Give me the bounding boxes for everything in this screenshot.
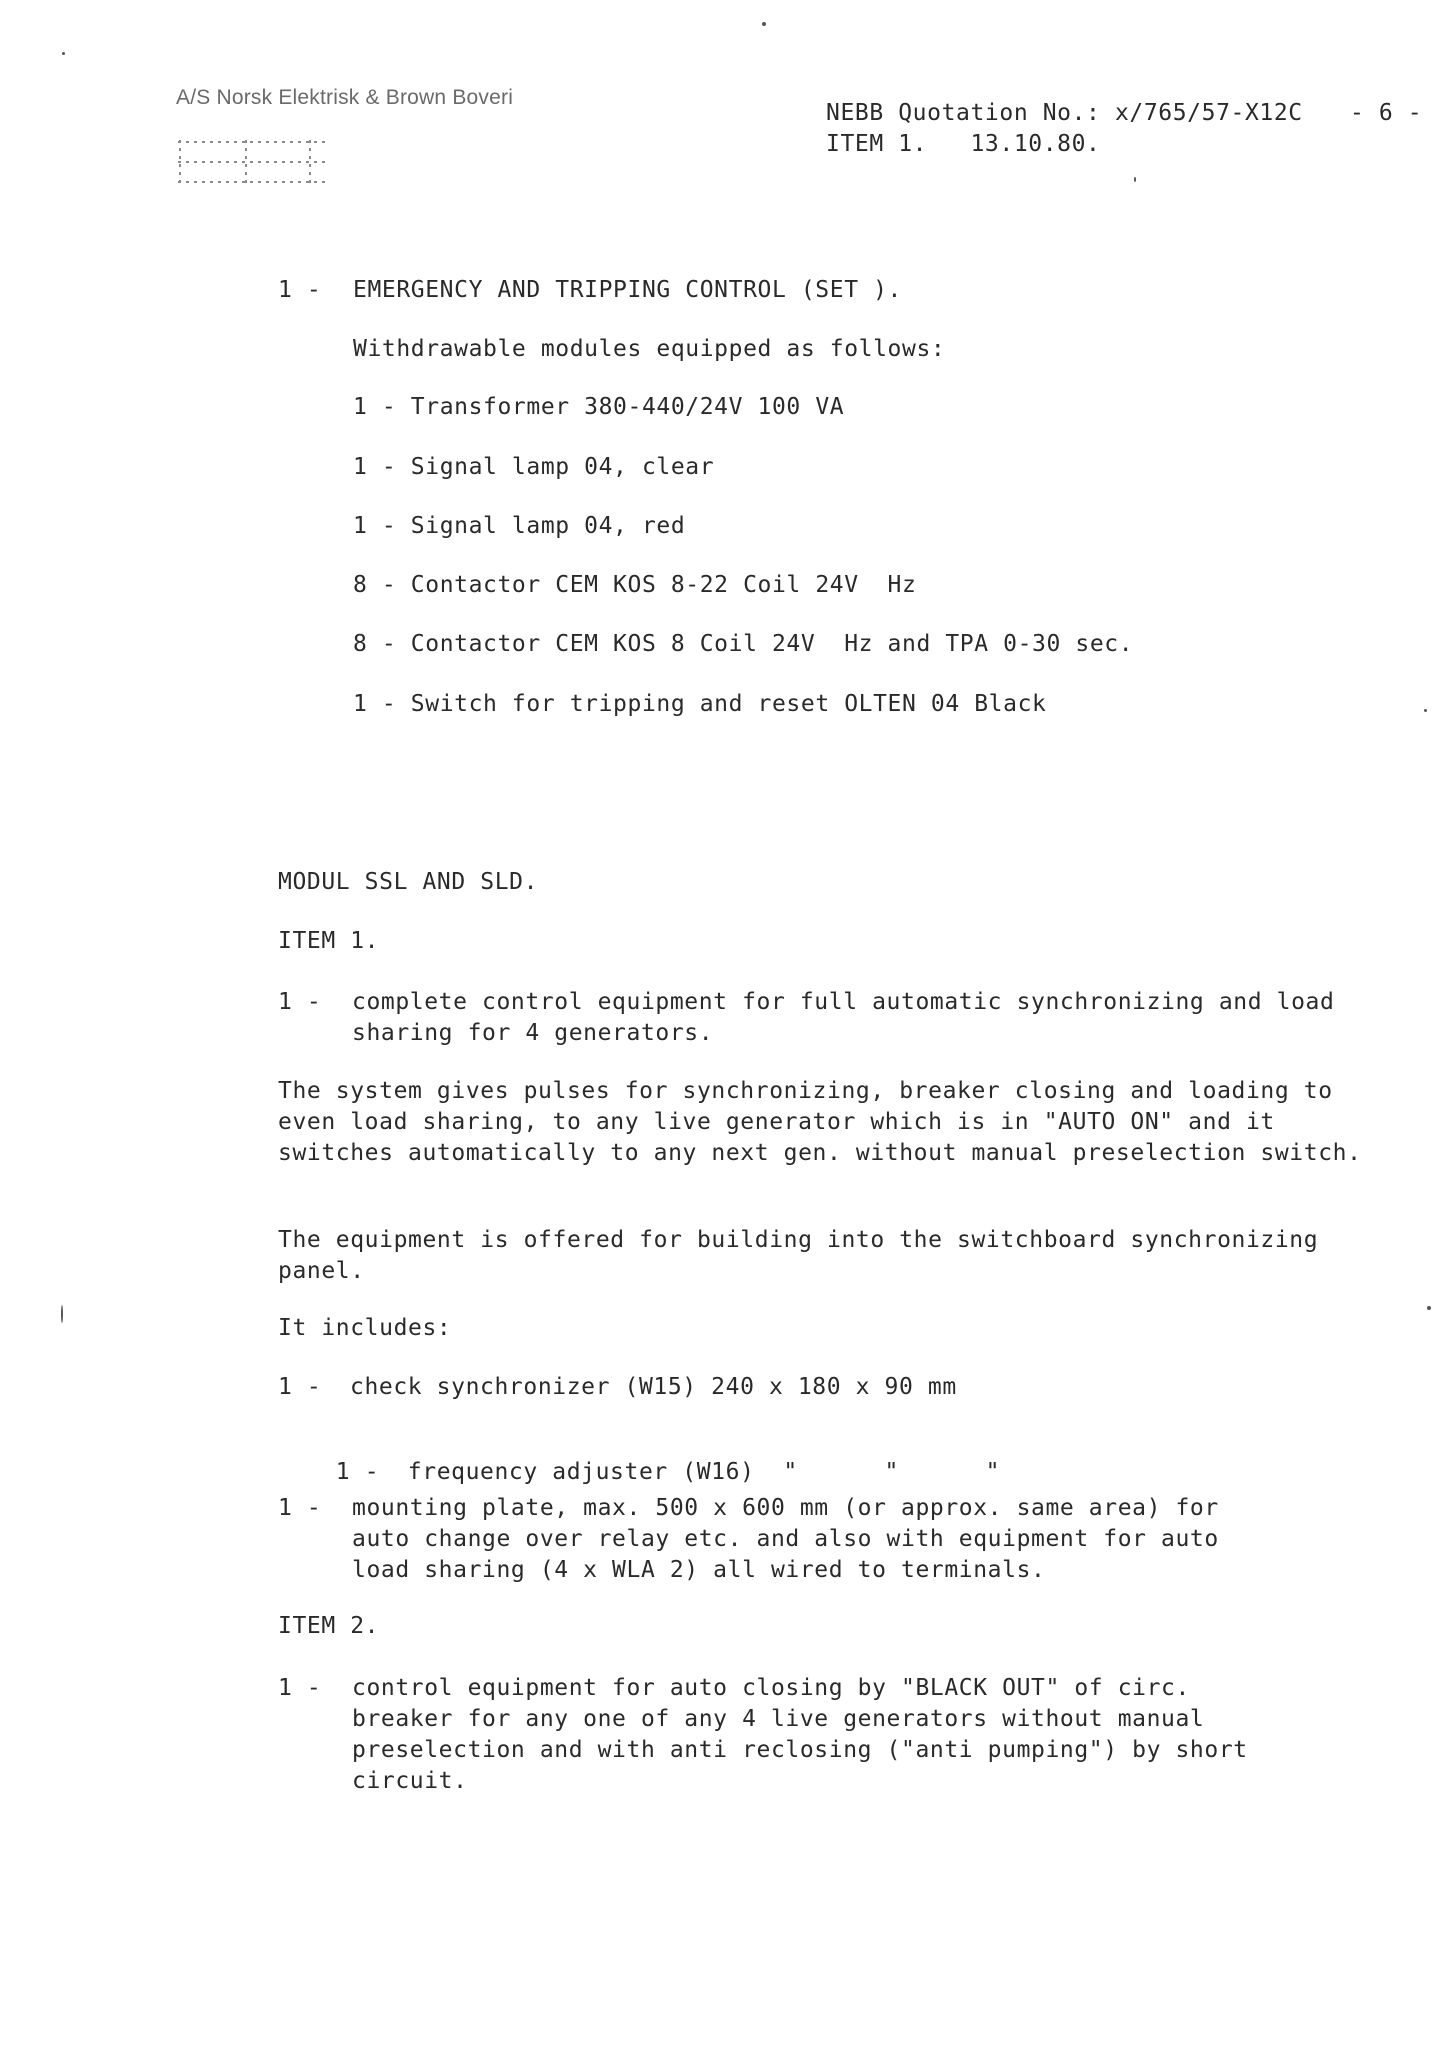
item-text: Switch for tripping and reset OLTEN 04 Black — [410, 691, 1047, 717]
section-heading: EMERGENCY AND TRIPPING CONTROL (SET ). — [353, 277, 902, 303]
item-text: Contactor CEM KOS 8 Coil 24V Hz and TPA 0-30 sec. — [410, 631, 1134, 657]
item-qty: 1 - — [278, 1495, 322, 1521]
item-qty: 8 - — [353, 631, 397, 657]
list-item — [353, 394, 844, 420]
list-item — [278, 1493, 1378, 1587]
item-text: control equipment for auto closing by "BLACK OUT" of circ. breaker for any one of any 4 live generators without manual preselection and with anti reclosing ("anti pumping") by short circuit. — [352, 1675, 1248, 1794]
list-item — [278, 1374, 957, 1400]
company-name: A/S Norsk Elektrisk & Brown Boveri — [176, 86, 514, 109]
paragraph: The system gives pulses for synchronizing, breaker closing and loading to even load sharing, to any live generator which is in "AUTO ON" and it switches automatically to any next gen. without manual preselection switch. — [278, 1078, 1362, 1166]
list-item — [353, 631, 1133, 657]
item-qty: 1 - — [353, 513, 397, 539]
item-text: complete control equipment for full automatic synchronizing and load sharing for 4 generators. — [352, 989, 1335, 1046]
item-text: Signal lamp 04, red — [410, 513, 686, 539]
quotation-number: NEBB Quotation No.: x/765/57-X12C — [826, 100, 1303, 126]
scan-speck — [762, 22, 766, 26]
item-text: Contactor CEM KOS 8-22 Coil 24V Hz — [410, 572, 917, 598]
item-qty: 1 - — [335, 1459, 380, 1485]
page-number: - 6 - — [1350, 100, 1423, 126]
item-qty: 1 - — [353, 454, 397, 480]
list-item — [353, 513, 685, 539]
item-qty: 8 - — [353, 572, 397, 598]
scan-speck — [1427, 1306, 1431, 1310]
item-qty: 1 - — [278, 989, 322, 1015]
item2-line — [278, 1673, 1378, 1797]
scan-speck — [1134, 177, 1136, 182]
item-text: frequency adjuster (W16) " " " — [407, 1459, 1001, 1485]
list-item — [353, 691, 1046, 717]
list-item — [353, 572, 916, 598]
item-text: Signal lamp 04, clear — [410, 454, 715, 480]
item-text: check synchronizer (W15) 240 x 180 x 90 mm — [350, 1374, 957, 1400]
item-qty: 1 - — [278, 1675, 322, 1701]
item-qty: 1 - — [353, 691, 397, 717]
scan-speck — [61, 1305, 63, 1323]
paragraph: The equipment is offered for building into the switchboard synchronizing panel. — [278, 1227, 1319, 1284]
item2-label: ITEM 2. — [278, 1613, 380, 1639]
section-intro: Withdrawable modules equipped as follows: — [353, 336, 946, 362]
item1-line — [278, 987, 1378, 1051]
includes-label: It includes: — [278, 1315, 452, 1341]
section-heading-number: 1 - — [278, 277, 322, 303]
list-item — [353, 454, 714, 480]
item-qty: 1 - — [278, 1374, 322, 1400]
scan-speck — [62, 52, 65, 55]
item-text: Transformer 380-440/24V 100 VA — [410, 394, 845, 420]
item-text: mounting plate, max. 500 x 600 mm (or approx. same area) for auto change over relay etc. and also with equipment for auto load sharing (4 x WLA 2) all wired to terminals. — [352, 1495, 1219, 1583]
item-qty: 1 - — [353, 394, 397, 420]
item1-label: ITEM 1. — [278, 928, 380, 954]
item-date: ITEM 1. 13.10.80. — [826, 131, 1101, 157]
scan-speck — [1424, 709, 1427, 712]
company-logo-mark — [176, 136, 336, 188]
modul-title: MODUL SSL AND SLD. — [278, 869, 539, 895]
